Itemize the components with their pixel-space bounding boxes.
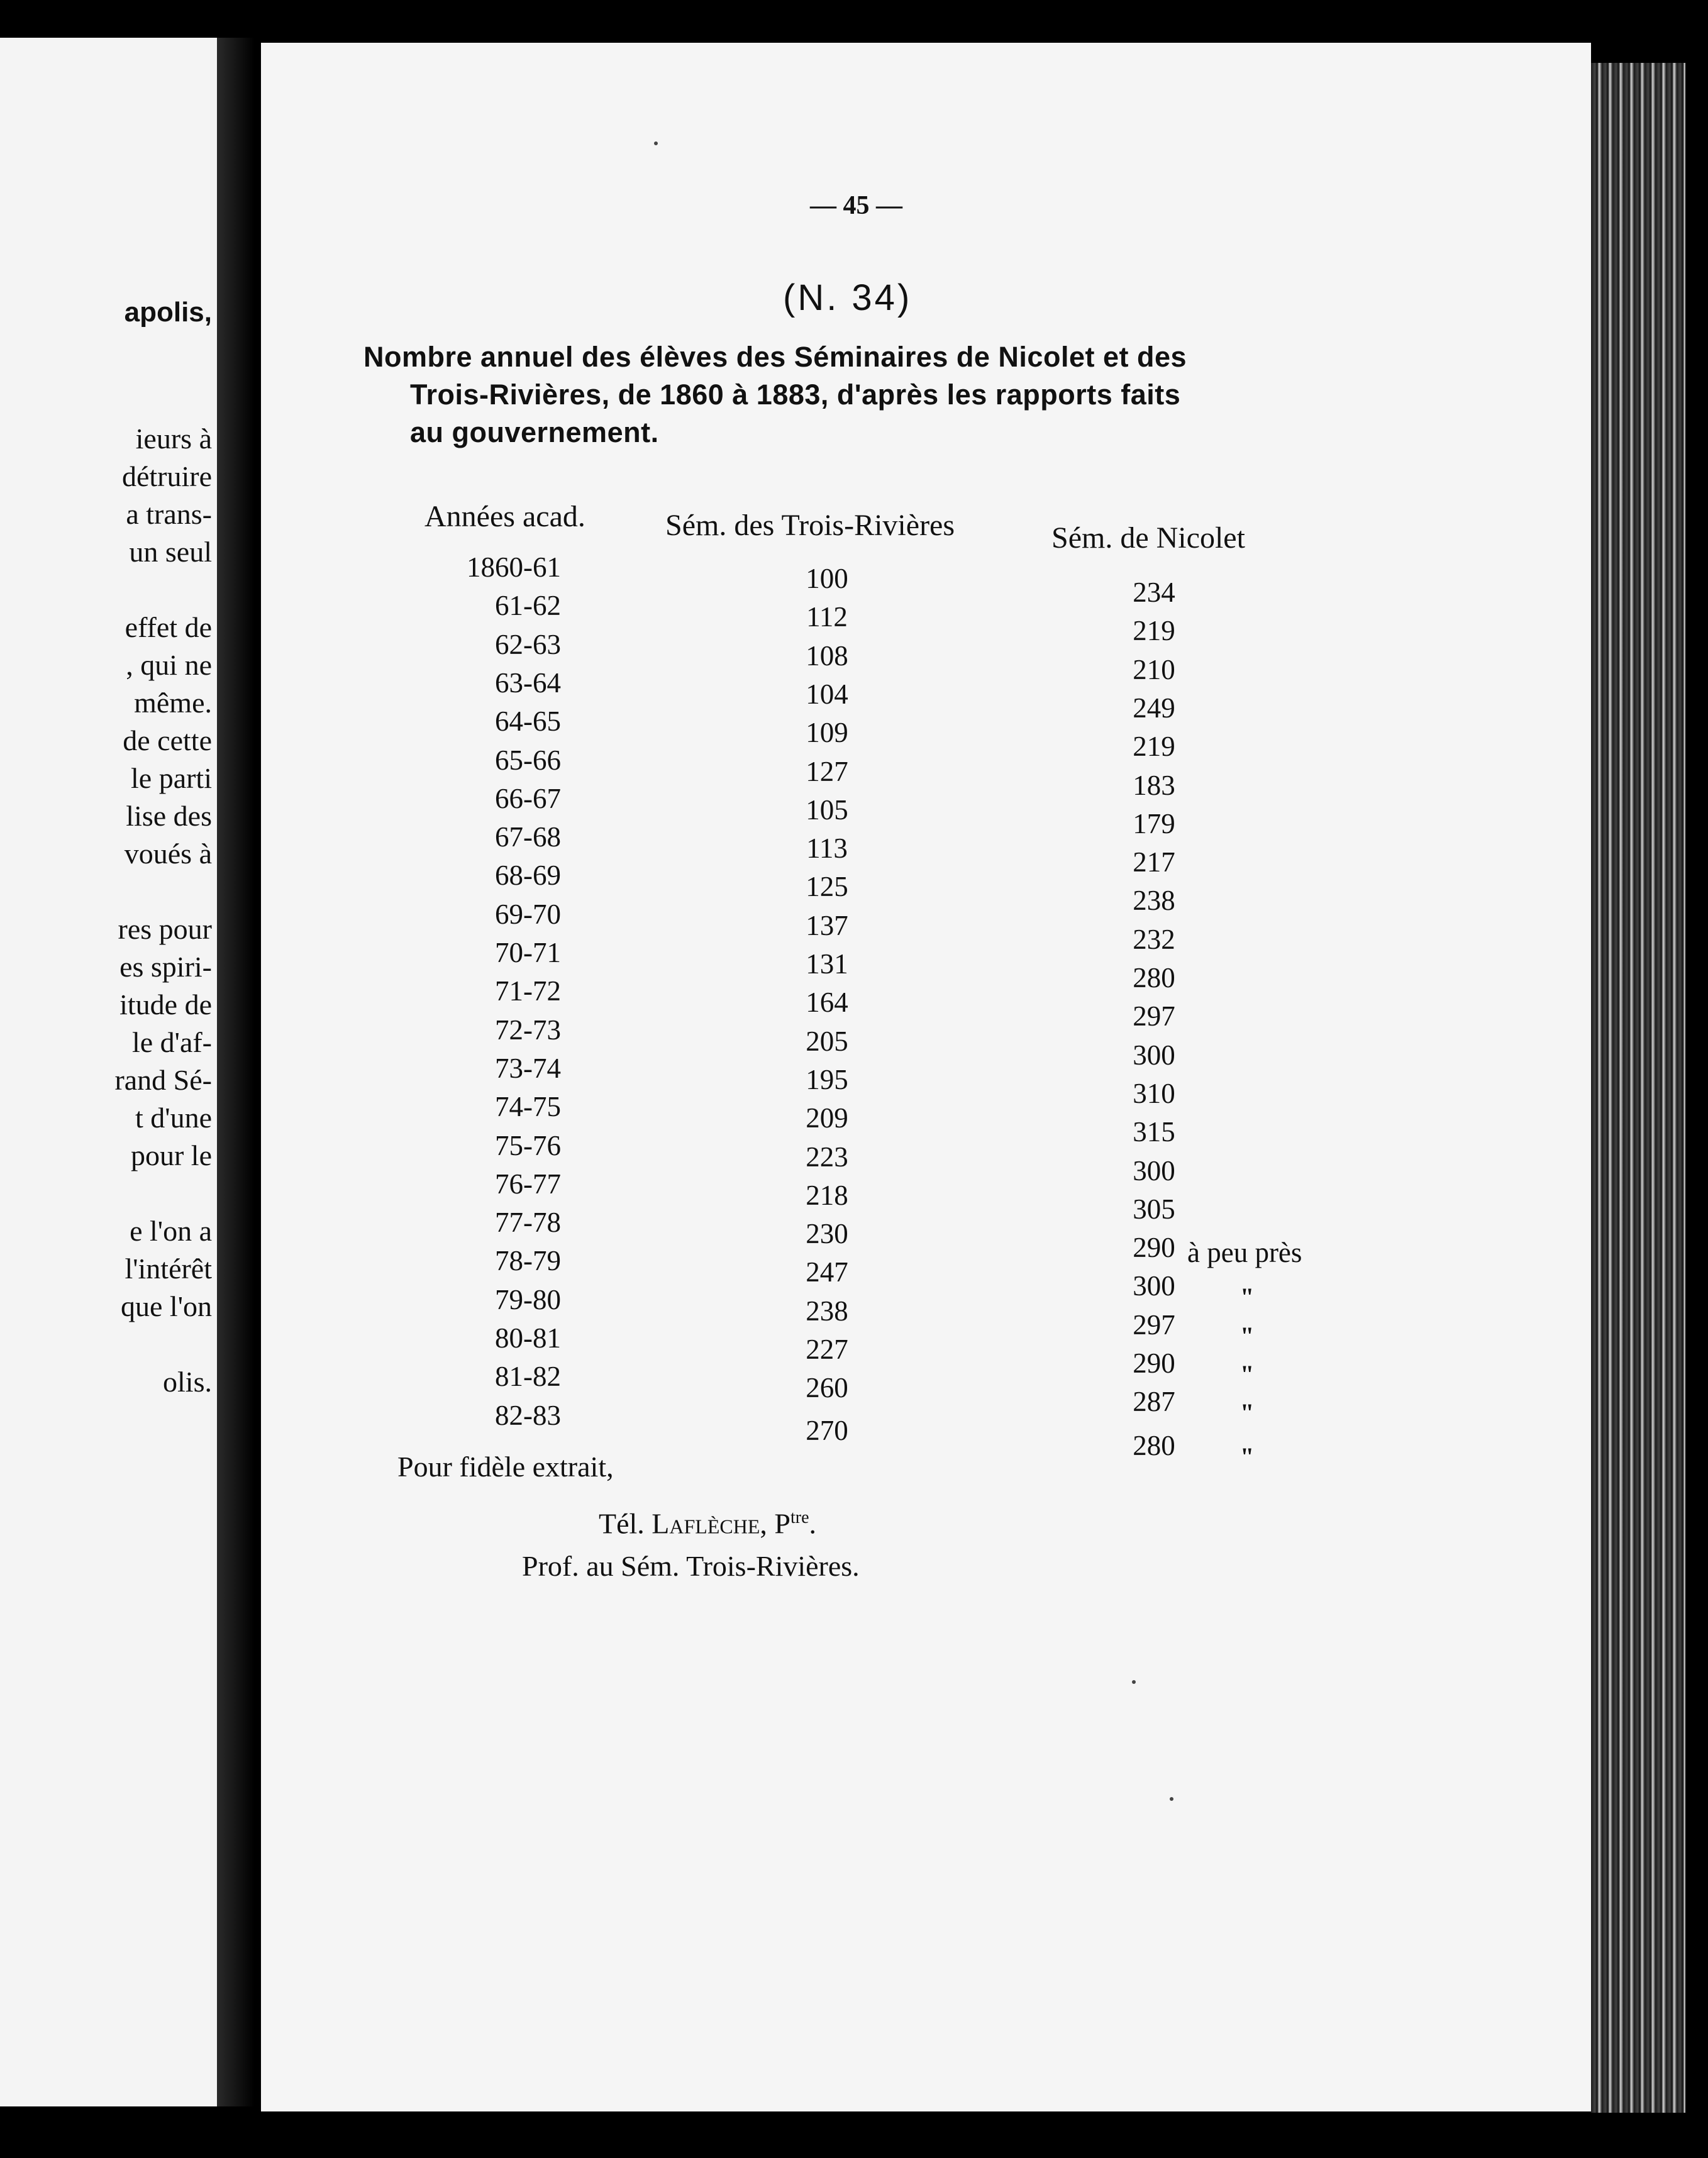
heading-line: Nombre annuel des élèves des Séminaires de Nicolet et des bbox=[363, 341, 1187, 373]
cell-nicolet: 310 bbox=[1133, 1078, 1175, 1109]
cell-year: 75-76 bbox=[495, 1130, 561, 1161]
cell-nicolet: 210 bbox=[1133, 654, 1175, 685]
left-page-text-fragment: l'intérêt bbox=[125, 1253, 212, 1285]
page-stack-edges bbox=[1591, 63, 1685, 2113]
left-page-text-fragment: apolis, bbox=[124, 297, 212, 328]
signature-surname: Laflèche, bbox=[652, 1507, 767, 1540]
cell-trois-rivieres: 164 bbox=[806, 987, 848, 1018]
cell-trois-rivieres: 131 bbox=[806, 948, 848, 980]
cell-trois-rivieres: 195 bbox=[806, 1064, 848, 1095]
heading-line: au gouvernement. bbox=[410, 416, 659, 448]
left-page-text-fragment: le parti bbox=[131, 762, 212, 794]
cell-ditto-mark: " bbox=[1240, 1322, 1255, 1350]
cell-nicolet: 219 bbox=[1133, 731, 1175, 762]
document-number: (N. 34) bbox=[783, 277, 912, 318]
column-header-years: Années acad. bbox=[424, 500, 585, 533]
left-page-text-fragment: même. bbox=[134, 687, 212, 719]
cell-nicolet: 297 bbox=[1133, 1000, 1175, 1032]
cell-year: 71-72 bbox=[495, 975, 561, 1007]
cell-year: 77-78 bbox=[495, 1207, 561, 1238]
left-page-text-fragment: olis. bbox=[163, 1366, 212, 1398]
left-page-text-fragment: es spiri- bbox=[119, 951, 212, 983]
cell-year: 76-77 bbox=[495, 1168, 561, 1200]
left-page-text-fragment: pour le bbox=[130, 1139, 212, 1171]
left-page-text-fragment: , qui ne bbox=[126, 649, 212, 681]
cell-nicolet: 300 bbox=[1133, 1155, 1175, 1187]
cell-nicolet: 297 bbox=[1133, 1309, 1175, 1341]
cell-nicolet: 280 bbox=[1133, 1430, 1175, 1461]
cell-year: 82-83 bbox=[495, 1400, 561, 1431]
cell-year: 70-71 bbox=[495, 937, 561, 968]
cell-year: 73-74 bbox=[495, 1053, 561, 1084]
cell-ditto-mark: " bbox=[1240, 1283, 1255, 1311]
cell-year: 81-82 bbox=[495, 1361, 561, 1392]
cell-nicolet: 287 bbox=[1133, 1386, 1175, 1417]
cell-year: 61-62 bbox=[495, 590, 561, 621]
cell-year: 65-66 bbox=[495, 744, 561, 776]
cell-trois-rivieres: 109 bbox=[806, 717, 848, 748]
signature-title-sup: tre bbox=[790, 1508, 809, 1527]
heading-line: Trois-Rivières, de 1860 à 1883, d'après les rapports faits bbox=[410, 379, 1181, 411]
cell-year: 80-81 bbox=[495, 1322, 561, 1354]
left-page-text-fragment: ieurs à bbox=[135, 423, 212, 455]
cell-year: 68-69 bbox=[495, 860, 561, 891]
cell-trois-rivieres: 105 bbox=[806, 794, 848, 826]
cell-nicolet: 217 bbox=[1133, 846, 1175, 878]
cell-trois-rivieres: 238 bbox=[806, 1295, 848, 1327]
page-number: — 45 — bbox=[810, 191, 902, 220]
left-page-text-fragment: que l'on bbox=[121, 1290, 212, 1322]
cell-year: 72-73 bbox=[495, 1014, 561, 1046]
cell-nicolet: 280 bbox=[1133, 962, 1175, 993]
cell-year: 64-65 bbox=[495, 706, 561, 737]
signature-name bbox=[599, 1509, 816, 1538]
cell-trois-rivieres: 209 bbox=[806, 1102, 848, 1134]
left-page-text-fragment: e l'on a bbox=[130, 1215, 212, 1247]
cell-trois-rivieres: 218 bbox=[806, 1180, 848, 1211]
cell-nicolet: 249 bbox=[1133, 692, 1175, 724]
cell-trois-rivieres: 205 bbox=[806, 1026, 848, 1057]
left-page-text-fragment: itude de bbox=[119, 988, 212, 1021]
cell-nicolet: 232 bbox=[1133, 924, 1175, 955]
cell-year: 1860-61 bbox=[467, 551, 561, 583]
book-gutter bbox=[217, 38, 255, 2106]
paper-speck bbox=[1132, 1680, 1136, 1684]
cell-ditto-mark: " bbox=[1240, 1442, 1255, 1471]
cell-year: 66-67 bbox=[495, 783, 561, 814]
cell-trois-rivieres: 137 bbox=[806, 910, 848, 941]
cell-nicolet: 300 bbox=[1133, 1270, 1175, 1302]
cell-nicolet: 300 bbox=[1133, 1039, 1175, 1071]
cell-nicolet: 238 bbox=[1133, 885, 1175, 916]
cell-trois-rivieres: 104 bbox=[806, 678, 848, 710]
left-page-text-fragment: t d'une bbox=[135, 1102, 212, 1134]
cell-trois-rivieres: 100 bbox=[806, 563, 848, 594]
signature-position: Prof. au Sém. Trois-Rivières. bbox=[522, 1550, 860, 1582]
cell-year: 63-64 bbox=[495, 667, 561, 699]
cell-nicolet: 183 bbox=[1133, 770, 1175, 801]
cell-nicolet: 179 bbox=[1133, 808, 1175, 839]
signature-title: P bbox=[774, 1507, 790, 1540]
left-page-text-fragment: res pour bbox=[118, 913, 212, 945]
cell-trois-rivieres: 227 bbox=[806, 1334, 848, 1365]
cell-trois-rivieres: 260 bbox=[806, 1372, 848, 1403]
column-header-trois-rivieres: Sém. des Trois-Rivières bbox=[665, 509, 955, 542]
cell-trois-rivieres: 230 bbox=[806, 1218, 848, 1249]
left-page-text-fragment: voués à bbox=[124, 838, 212, 870]
closing-line: Pour fidèle extrait, bbox=[397, 1451, 614, 1483]
cell-trois-rivieres: 113 bbox=[806, 833, 848, 864]
cell-year: 79-80 bbox=[495, 1284, 561, 1315]
previous-page bbox=[0, 38, 217, 2106]
left-page-text-fragment: rand Sé- bbox=[114, 1064, 212, 1096]
column-header-nicolet: Sém. de Nicolet bbox=[1051, 521, 1245, 555]
cell-trois-rivieres: 108 bbox=[806, 640, 848, 672]
cell-trois-rivieres: 125 bbox=[806, 871, 848, 902]
cell-ditto-mark: " bbox=[1240, 1398, 1255, 1427]
cell-year: 62-63 bbox=[495, 629, 561, 660]
left-page-text-fragment: a trans- bbox=[126, 498, 212, 530]
cell-nicolet: 305 bbox=[1133, 1193, 1175, 1225]
cell-trois-rivieres: 112 bbox=[806, 601, 848, 633]
signature-prefix: Tél. bbox=[599, 1507, 645, 1540]
left-page-text-fragment: de cette bbox=[123, 724, 212, 756]
cell-nicolet: 315 bbox=[1133, 1116, 1175, 1148]
left-page-text-fragment: détruire bbox=[121, 460, 212, 492]
cell-year: 67-68 bbox=[495, 821, 561, 853]
cell-trois-rivieres: 270 bbox=[806, 1415, 848, 1446]
cell-ditto-mark: " bbox=[1240, 1360, 1255, 1388]
cell-trois-rivieres: 247 bbox=[806, 1256, 848, 1288]
cell-nicolet: 290 bbox=[1133, 1232, 1175, 1263]
cell-year: 74-75 bbox=[495, 1091, 561, 1122]
cell-nicolet: 219 bbox=[1133, 615, 1175, 646]
cell-year: 69-70 bbox=[495, 899, 561, 930]
cell-nicolet: 234 bbox=[1133, 577, 1175, 608]
left-page-text-fragment: lise des bbox=[126, 800, 212, 832]
left-page-text-fragment: un seul bbox=[129, 536, 212, 568]
cell-note: à peu près bbox=[1187, 1237, 1302, 1268]
cell-year: 78-79 bbox=[495, 1245, 561, 1276]
signature-period: . bbox=[809, 1507, 817, 1540]
paper-speck bbox=[1170, 1797, 1173, 1801]
cell-trois-rivieres: 127 bbox=[806, 756, 848, 787]
cell-trois-rivieres: 223 bbox=[806, 1141, 848, 1173]
left-page-text-fragment: le d'af- bbox=[131, 1026, 212, 1058]
paper-speck bbox=[654, 141, 658, 145]
cell-nicolet: 290 bbox=[1133, 1347, 1175, 1379]
left-page-text-fragment: effet de bbox=[125, 611, 212, 643]
